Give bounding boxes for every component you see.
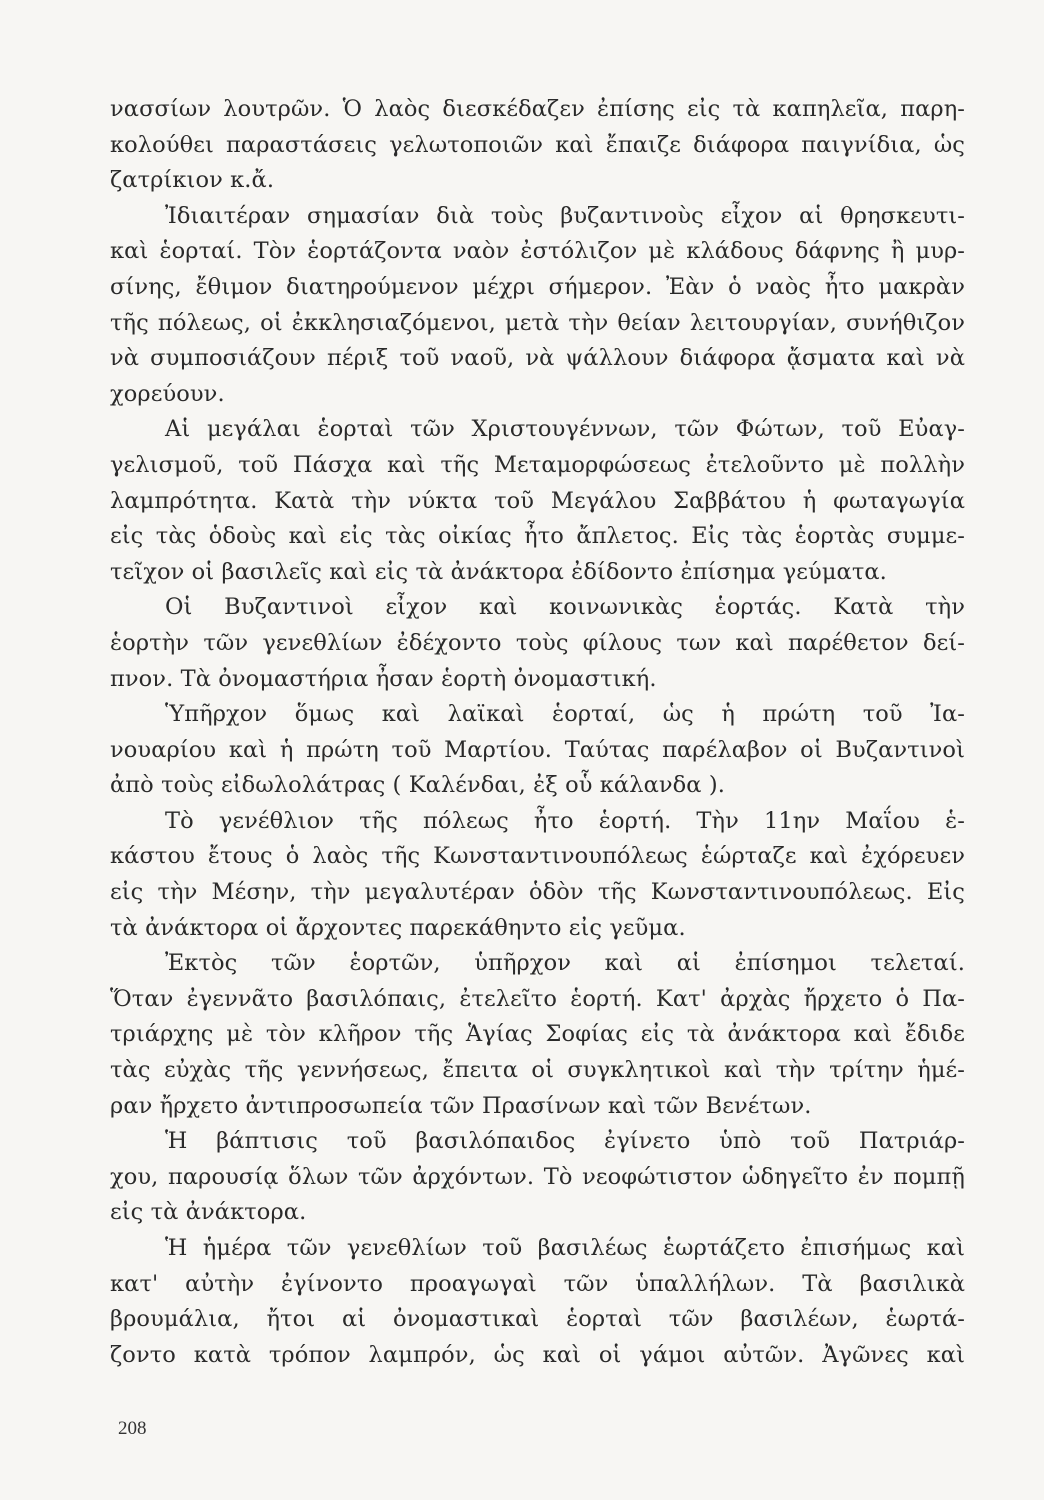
text-line: Ἐκτὸς τῶν ἑορτῶν, ὑπῆρχον καὶ αἱ ἐπίσημοι τελεταί. xyxy=(165,950,965,977)
text-line: ἑορτὴν τῶν γενεθλίων ἐδέχοντο τοὺς φίλους των καὶ παρέθετον δεί- xyxy=(110,629,965,656)
text-line: τεῖχον οἱ βασιλεῖς καὶ εἰς τὰ ἀνάκτορα ἐδίδοντο ἐπίσημα γεύματα. xyxy=(110,558,887,585)
text-line: Ἰδιαιτέραν σημασίαν διὰ τοὺς βυζαντινοὺς εἶχον αἱ θρησκευτι- xyxy=(165,202,965,229)
text-line: χορεύουν. xyxy=(110,380,225,407)
text-line: εἰς τὰς ὁδοὺς καὶ εἰς τὰς οἰκίας ἦτο ἄπλετος. Εἰς τὰς ἑορτὰς συμμε- xyxy=(110,523,965,550)
text-line: Ἡ ἡμέρα τῶν γενεθλίων τοῦ βασιλέως ἑωρτάζετο ἐπισήμως καὶ xyxy=(165,1235,965,1261)
text-line: τριάρχης μὲ τὸν κλῆρον τῆς Ἁγίας Σοφίας εἰς τὰ ἀνάκτορα καὶ ἔδιδε xyxy=(110,1021,965,1048)
text-line: Αἱ μεγάλαι ἑορταὶ τῶν Χριστουγέννων, τῶν Φώτων, τοῦ Εὐαγ- xyxy=(165,416,965,443)
text-line: χου, παρουσίᾳ ὅλων τῶν ἀρχόντων. Τὸ νεοφώτιστον ὡδηγεῖτο ἐν πομπῇ xyxy=(110,1163,965,1190)
text-line: εἰς τὴν Μέσην, τὴν μεγαλυτέραν ὁδὸν τῆς Κωνσταντινουπόλεως. Εἰς xyxy=(110,879,965,906)
text-line: Ἡ βάπτισις τοῦ βασιλόπαιδος ἐγίνετο ὑπὸ τοῦ Πατριάρ- xyxy=(165,1128,965,1155)
text-line: κάστου ἔτους ὁ λαὸς τῆς Κωνσταντινουπόλεως ἑώρταζε καὶ ἐχόρευεν xyxy=(110,843,965,870)
text-line: τὰ ἀνάκτορα οἱ ἄρχοντες παρεκάθηντο εἰς γεῦμα. xyxy=(110,914,686,941)
text-line: τῆς πόλεως, οἱ ἐκκλησιαζόμενοι, μετὰ τὴν θείαν λειτουργίαν, συνήθιζον xyxy=(110,309,965,336)
text-line: εἰς τὰ ἀνάκτορα. xyxy=(110,1199,307,1226)
text-line: Ὑπῆρχον ὅμως καὶ λαϊκαὶ ἑορταί, ὡς ἡ πρώτη τοῦ Ἰα- xyxy=(165,701,965,728)
text-line: τὰς εὐχὰς τῆς γεννήσεως, ἔπειτα οἱ συγκλητικοὶ καὶ τὴν τρίτην ἡμέ- xyxy=(110,1057,965,1084)
text-line: ἀπὸ τοὺς εἰδωλολάτρας ( Καλένδαι, ἐξ οὗ κάλανδα ). xyxy=(110,772,725,799)
text-line: νὰ συμποσιάζουν πέριξ τοῦ ναοῦ, νὰ ψάλλουν διάφορα ᾄσματα καὶ νὰ xyxy=(110,345,965,372)
text-line: Τὸ γενέθλιον τῆς πόλεως ἦτο ἑορτή. Τὴν 11ην Μαΐου ἑ- xyxy=(165,807,965,834)
text-line: βρουμάλια, ἤτοι αἱ ὀνομαστικαὶ ἑορταὶ τῶν βασιλέων, ἑωρτά- xyxy=(110,1306,965,1333)
page-number: 208 xyxy=(118,1418,147,1439)
text-line: σίνης, ἔθιμον διατηρούμενον μέχρι σήμερον. Ἐὰν ὁ ναὸς ἦτο μακρὰν xyxy=(110,273,965,300)
text-line: ζοντο κατὰ τρόπον λαμπρόν, ὡς καὶ οἱ γάμοι αὐτῶν. Ἀγῶνες καὶ xyxy=(110,1341,965,1368)
text-line: νασσίων λουτρῶν. Ὁ λαὸς διεσκέδαζεν ἐπίσης εἰς τὰ καπηλεῖα, παρη- xyxy=(110,96,965,122)
text-line: ραν ἤρχετο ἀντιπροσωπεία τῶν Πρασίνων καὶ τῶν Βενέτων. xyxy=(110,1092,812,1119)
text-line: Οἱ Βυζαντινοὶ εἶχον καὶ κοινωνικὰς ἑορτάς. Κατὰ τὴν xyxy=(165,594,965,621)
text-line: καὶ ἑορταί. Τὸν ἑορτάζοντα ναὸν ἐστόλιζον μὲ κλάδους δάφνης ἢ μυρ- xyxy=(110,238,965,265)
text-line: κατ' αὐτὴν ἐγίνοντο προαγωγαὶ τῶν ὑπαλλήλων. Τὰ βασιλικὰ xyxy=(110,1270,965,1297)
text-line: λαμπρότητα. Κατὰ τὴν νύκτα τοῦ Μεγάλου Σαββάτου ἡ φωταγωγία xyxy=(110,487,965,514)
text-line: νουαρίου καὶ ἡ πρώτη τοῦ Μαρτίου. Ταύτας παρέλαβον οἱ Βυζαντινοὶ xyxy=(110,736,965,763)
text-line: γελισμοῦ, τοῦ Πάσχα καὶ τῆς Μεταμορφώσεως ἐτελοῦντο μὲ πολλὴν xyxy=(110,451,965,478)
body-text xyxy=(110,92,965,1373)
text-line: ζατρίκιον κ.ἄ. xyxy=(110,167,275,194)
text-line: πνον. Τὰ ὀνομαστήρια ἦσαν ἑορτὴ ὀνομαστική. xyxy=(110,665,657,692)
text-line: κολούθει παραστάσεις γελωτοποιῶν καὶ ἔπαιζε διάφορα παιγνίδια, ὡς xyxy=(110,131,965,158)
text-line: Ὅταν ἐγεννᾶτο βασιλόπαις, ἐτελεῖτο ἑορτή. Κατ' ἀρχὰς ἤρχετο ὁ Πα- xyxy=(110,985,965,1012)
